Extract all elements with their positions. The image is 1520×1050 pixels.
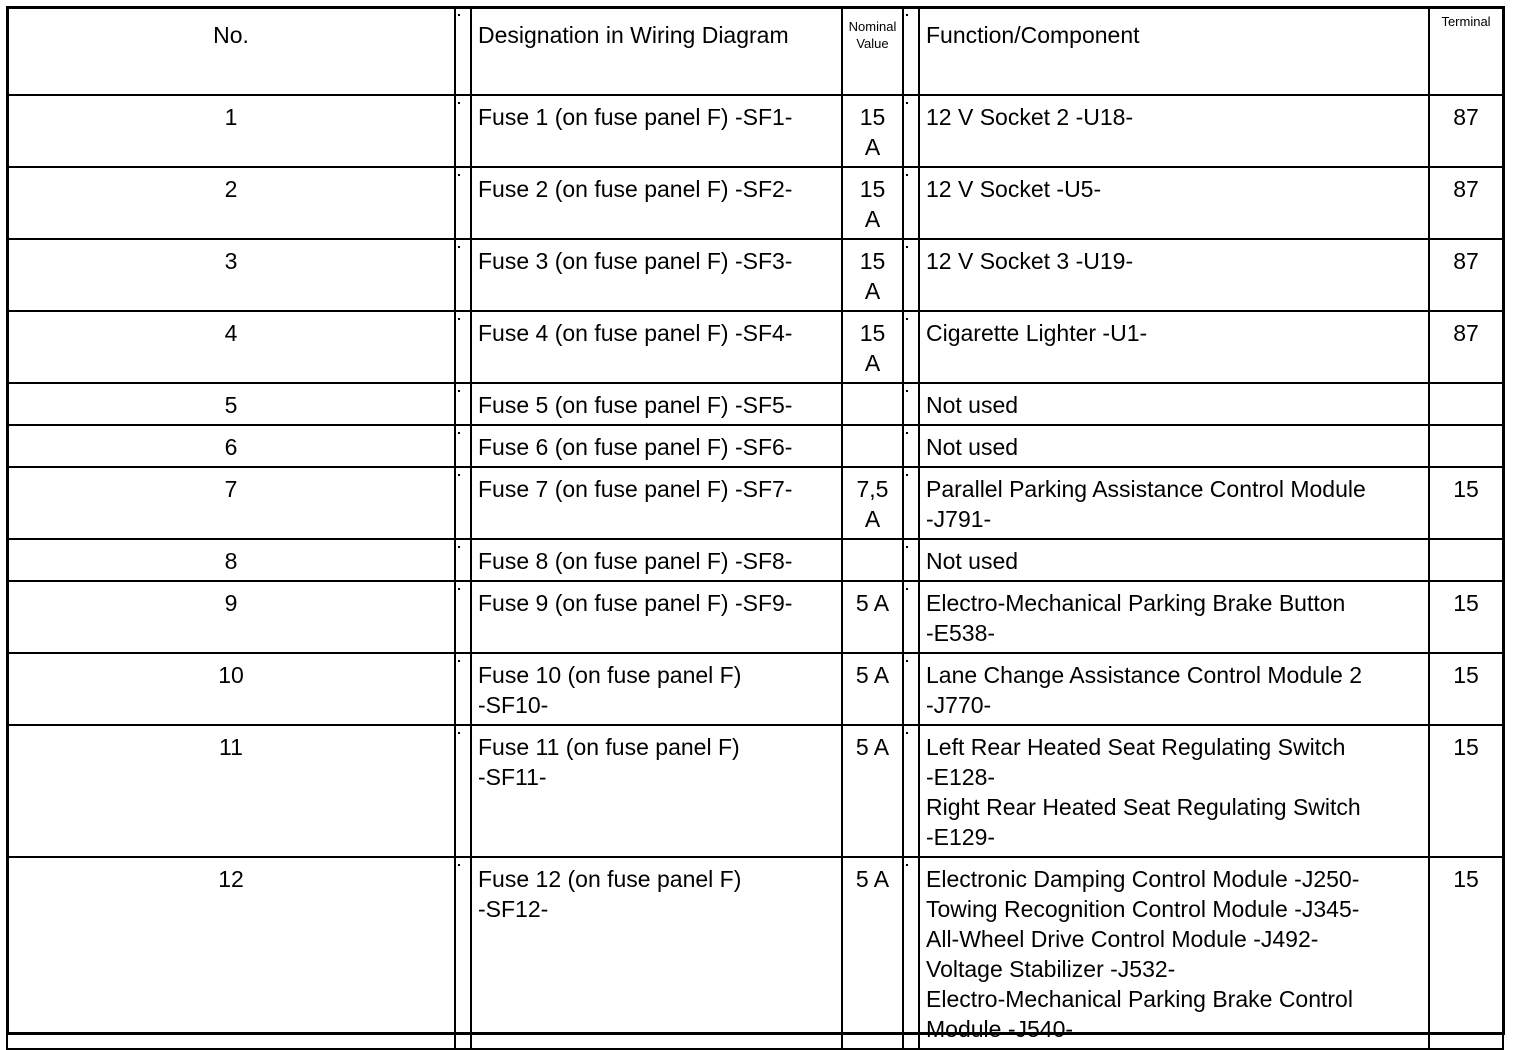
cell-function-line: -E538- — [926, 620, 996, 646]
cell-function-line: Electro-Mechanical Parking Brake Button — [926, 590, 1346, 616]
header-nominal-value-text: Nominal Value — [848, 19, 897, 51]
cell-designation-line: -SF10- — [478, 692, 549, 718]
cell-spacer — [455, 95, 471, 167]
cell-nominal-value-line: A — [864, 506, 881, 532]
table-row — [7, 857, 1503, 1049]
cell-designation-line: -SF11- — [478, 764, 547, 790]
header-spacer — [455, 7, 471, 95]
cell-designation-line: Fuse 12 (on fuse panel F) — [478, 866, 742, 892]
cell-nominal-value — [842, 653, 903, 725]
cell-spacer — [455, 725, 471, 857]
cell-function-line: -J791- — [926, 506, 992, 532]
cell-no: 7 — [7, 467, 455, 539]
cell-no: 6 — [7, 425, 455, 467]
cell-designation-line: Fuse 1 (on fuse panel F) -SF1- — [478, 104, 793, 130]
cell-terminal: 87 — [1429, 239, 1503, 311]
cell-nominal-value — [842, 857, 903, 1049]
cell-designation-line: Fuse 3 (on fuse panel F) -SF3- — [478, 248, 793, 274]
cell-designation — [471, 239, 842, 311]
cell-designation — [471, 581, 842, 653]
cell-designation-line: Fuse 4 (on fuse panel F) -SF4- — [478, 320, 793, 346]
cell-function — [919, 581, 1429, 653]
cell-nominal-value-line: A — [864, 134, 881, 160]
cell-spacer — [455, 383, 471, 425]
header-nominal-value — [842, 7, 903, 95]
cell-spacer — [903, 95, 919, 167]
table-row — [7, 425, 1503, 467]
cell-terminal: 15 — [1429, 467, 1503, 539]
header-function: Function/Component — [919, 7, 1429, 95]
cell-function-line: -J770- — [926, 692, 992, 718]
cell-no: 9 — [7, 581, 455, 653]
cell-spacer — [455, 311, 471, 383]
cell-function — [919, 311, 1429, 383]
header-row — [7, 7, 1503, 95]
cell-function-line: 12 V Socket 3 -U19- — [926, 248, 1134, 274]
cell-nominal-value-line: 15 — [859, 320, 886, 346]
cell-designation — [471, 383, 842, 425]
table-row — [7, 95, 1503, 167]
cell-nominal-value — [842, 239, 903, 311]
cell-function-line: Not used — [926, 392, 1019, 418]
cell-function-line: -E129- — [926, 824, 996, 850]
cell-terminal: 87 — [1429, 167, 1503, 239]
cell-spacer — [903, 653, 919, 725]
cell-spacer — [455, 167, 471, 239]
cell-terminal: 87 — [1429, 311, 1503, 383]
header-no: No. — [7, 7, 455, 95]
cell-terminal: 15 — [1429, 725, 1503, 857]
cell-function-line: Parallel Parking Assistance Control Module — [926, 476, 1366, 502]
table-row — [7, 311, 1503, 383]
cell-nominal-value — [842, 725, 903, 857]
cell-designation-line: Fuse 8 (on fuse panel F) -SF8- — [478, 548, 793, 574]
cell-spacer — [903, 857, 919, 1049]
cell-nominal-value-line: 15 — [859, 176, 886, 202]
cell-nominal-value-line: 15 — [859, 104, 886, 130]
cell-designation-line: Fuse 9 (on fuse panel F) -SF9- — [478, 590, 793, 616]
cell-designation — [471, 425, 842, 467]
cell-nominal-value — [842, 425, 903, 467]
cell-no: 2 — [7, 167, 455, 239]
cell-terminal — [1429, 383, 1503, 425]
cell-function-line: 12 V Socket 2 -U18- — [926, 104, 1134, 130]
cell-spacer — [903, 167, 919, 239]
cell-spacer — [903, 725, 919, 857]
cell-designation-line: Fuse 11 (on fuse panel F) — [478, 734, 740, 760]
cell-function — [919, 467, 1429, 539]
cell-nominal-value-line: 5 A — [855, 866, 890, 892]
cell-function-line: Cigarette Lighter -U1- — [926, 320, 1148, 346]
cell-no: 3 — [7, 239, 455, 311]
cell-spacer — [455, 653, 471, 725]
cell-spacer — [903, 383, 919, 425]
cell-designation — [471, 467, 842, 539]
cell-function-line: Left Rear Heated Seat Regulating Switch — [926, 734, 1346, 760]
cell-nominal-value — [842, 581, 903, 653]
table-row — [7, 167, 1503, 239]
cell-function-line: -E128- — [926, 764, 996, 790]
cell-terminal: 15 — [1429, 581, 1503, 653]
cell-function — [919, 383, 1429, 425]
cell-nominal-value-line: 15 — [859, 248, 886, 274]
cell-terminal: 15 — [1429, 653, 1503, 725]
cell-terminal: 87 — [1429, 95, 1503, 167]
cell-function-line: 12 V Socket -U5- — [926, 176, 1102, 202]
cell-function — [919, 857, 1429, 1049]
cell-nominal-value-line: A — [864, 350, 881, 376]
cell-designation-line: Fuse 7 (on fuse panel F) -SF7- — [478, 476, 793, 502]
cell-spacer — [903, 425, 919, 467]
cell-spacer — [455, 425, 471, 467]
cell-nominal-value — [842, 383, 903, 425]
cell-function — [919, 239, 1429, 311]
table-row — [7, 653, 1503, 725]
fuse-table — [6, 6, 1504, 1050]
cell-no: 8 — [7, 539, 455, 581]
table-row — [7, 539, 1503, 581]
table-row — [7, 467, 1503, 539]
cell-nominal-value — [842, 167, 903, 239]
header-spacer — [903, 7, 919, 95]
header-designation: Designation in Wiring Diagram — [471, 7, 842, 95]
cell-no: 1 — [7, 95, 455, 167]
cell-designation — [471, 725, 842, 857]
cell-nominal-value-line: 5 A — [855, 734, 890, 760]
cell-designation-line: -SF12- — [478, 896, 549, 922]
cell-designation — [471, 311, 842, 383]
cell-terminal — [1429, 425, 1503, 467]
cell-function-line: Not used — [926, 548, 1019, 574]
cell-spacer — [455, 239, 471, 311]
cell-function-line: Electro-Mechanical Parking Brake Control — [926, 986, 1353, 1012]
cell-spacer — [455, 581, 471, 653]
cell-function-line: Not used — [926, 434, 1019, 460]
cell-function-line: Voltage Stabilizer -J532- — [926, 956, 1176, 982]
cell-function-line: Module -J540- — [926, 1016, 1074, 1042]
cell-function-line: All-Wheel Drive Control Module -J492- — [926, 926, 1319, 952]
cell-terminal — [1429, 539, 1503, 581]
cell-function — [919, 653, 1429, 725]
cell-no: 10 — [7, 653, 455, 725]
cell-nominal-value — [842, 95, 903, 167]
cell-designation-line: Fuse 10 (on fuse panel F) — [478, 662, 742, 688]
cell-function — [919, 725, 1429, 857]
table-row — [7, 725, 1503, 857]
cell-spacer — [903, 539, 919, 581]
cell-spacer — [455, 467, 471, 539]
cell-nominal-value-line: A — [864, 206, 881, 232]
cell-designation-line: Fuse 6 (on fuse panel F) -SF6- — [478, 434, 793, 460]
cell-function-line: Lane Change Assistance Control Module 2 — [926, 662, 1363, 688]
cell-function — [919, 95, 1429, 167]
table-row — [7, 239, 1503, 311]
cell-nominal-value-line: A — [864, 278, 881, 304]
cell-designation-line: Fuse 2 (on fuse panel F) -SF2- — [478, 176, 793, 202]
cell-spacer — [455, 857, 471, 1049]
cell-designation — [471, 857, 842, 1049]
cell-function — [919, 167, 1429, 239]
cell-no: 11 — [7, 725, 455, 857]
cell-function-line: Right Rear Heated Seat Regulating Switch — [926, 794, 1361, 820]
cell-spacer — [903, 581, 919, 653]
cell-function-line: Electronic Damping Control Module -J250- — [926, 866, 1360, 892]
cell-nominal-value-line: 5 A — [855, 662, 890, 688]
cell-designation — [471, 539, 842, 581]
cell-nominal-value — [842, 311, 903, 383]
cell-function — [919, 425, 1429, 467]
cell-function — [919, 539, 1429, 581]
cell-no: 5 — [7, 383, 455, 425]
table-row — [7, 581, 1503, 653]
cell-no: 4 — [7, 311, 455, 383]
cell-designation — [471, 95, 842, 167]
cell-nominal-value-line: 5 A — [855, 590, 890, 616]
cell-nominal-value-line: 7,5 — [856, 476, 889, 502]
cell-terminal: 15 — [1429, 857, 1503, 1049]
cell-spacer — [455, 539, 471, 581]
cell-designation — [471, 653, 842, 725]
cell-spacer — [903, 311, 919, 383]
cell-nominal-value — [842, 539, 903, 581]
cell-designation-line: Fuse 5 (on fuse panel F) -SF5- — [478, 392, 793, 418]
table-row — [7, 383, 1503, 425]
cell-no: 12 — [7, 857, 455, 1049]
header-terminal: Terminal — [1429, 7, 1503, 95]
cell-designation — [471, 167, 842, 239]
cell-nominal-value — [842, 467, 903, 539]
cell-spacer — [903, 467, 919, 539]
cell-function-line: Towing Recognition Control Module -J345- — [926, 896, 1360, 922]
cell-spacer — [903, 239, 919, 311]
